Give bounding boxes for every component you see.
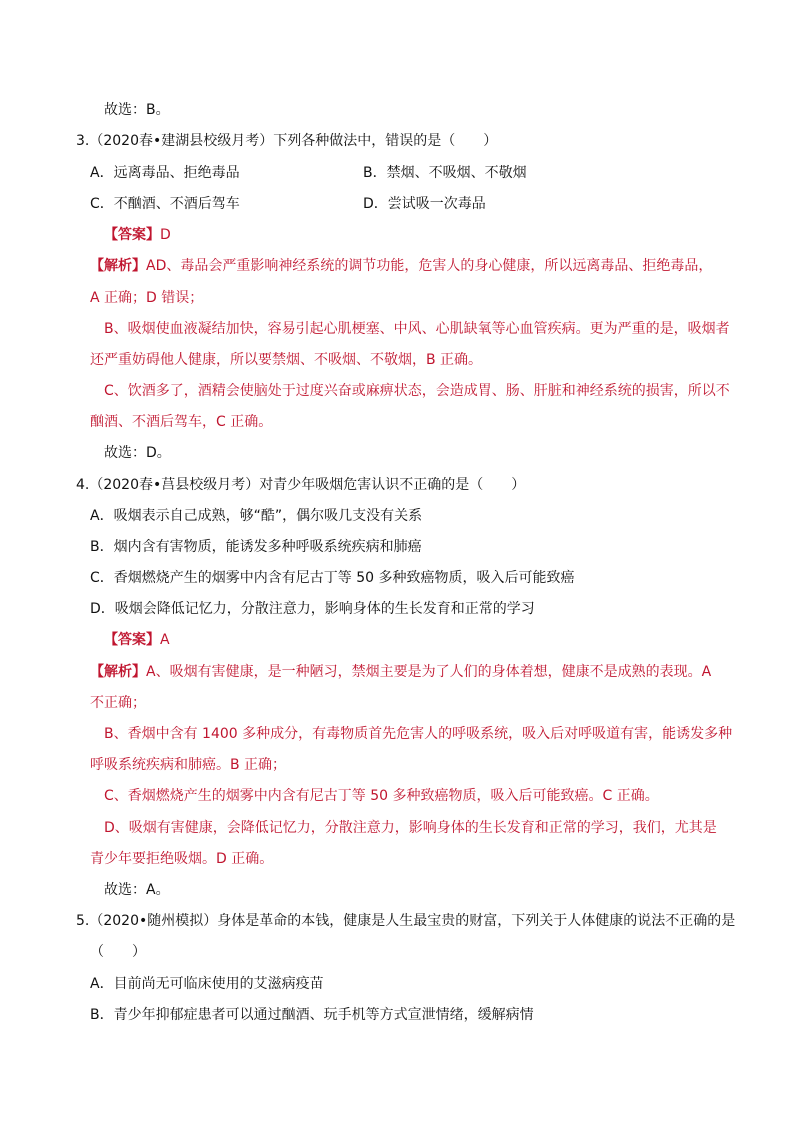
answer-value: A bbox=[160, 632, 170, 648]
question-3-option-d: D．尝试吸一次毒品 bbox=[363, 196, 486, 212]
question-3-option-b: B．禁烟、不吸烟、不敬烟 bbox=[363, 165, 527, 181]
analysis-label: 【解析】 bbox=[90, 664, 146, 680]
question-4-answer bbox=[104, 630, 170, 650]
answer-label: 【答案】 bbox=[104, 227, 160, 243]
question-3-analysis-line: A 正确；D 错误； bbox=[90, 290, 204, 306]
question-3-option-a: A．远离毒品、拒绝毒品 bbox=[90, 165, 240, 181]
question-3-analysis-line: 酗酒、不酒后驾车，C 正确。 bbox=[90, 414, 273, 430]
question-3-stem: 3.（2020春•建湖县校级月考）下列各种做法中，错误的是（ ） bbox=[76, 133, 498, 149]
question-3-analysis-line: 还严重妨碍他人健康，所以要禁烟、不吸烟、不敬烟，B 正确。 bbox=[90, 352, 483, 368]
question-4-analysis-line: 青少年要拒绝吸烟。D 正确。 bbox=[90, 851, 274, 867]
conclusion-q2: 故选：B。 bbox=[104, 102, 170, 118]
question-4-analysis bbox=[90, 662, 711, 682]
analysis-label: 【解析】 bbox=[90, 258, 146, 274]
question-5-stem: 5.（2020•随州模拟）身体是革命的本钱，健康是人生最宝贵的财富，下列关于人体健康的说法不正确的是 bbox=[76, 913, 736, 929]
question-4-analysis-line: 不正确； bbox=[90, 695, 146, 711]
analysis-text: A、吸烟有害健康，是一种陋习，禁烟主要是为了人们的身体着想，健康不是成熟的表现。A bbox=[146, 664, 712, 680]
question-4-option-c: C．香烟燃烧产生的烟雾中内含有尼古丁等 50 多种致癌物质，吸入后可能致癌 bbox=[90, 570, 575, 586]
question-3-option-c: C．不酗酒、不酒后驾车 bbox=[90, 196, 240, 212]
question-4-option-a: A．吸烟表示自己成熟，够“酷”，偶尔吸几支没有关系 bbox=[90, 508, 423, 524]
question-3-analysis-line: C、饮酒多了，酒精会使脑处于过度兴奋或麻痹状态，会造成胃、肠、肝脏和神经系统的损害，所以不 bbox=[104, 383, 730, 399]
question-5-option-b: B．青少年抑郁症患者可以通过酗酒、玩手机等方式宣泄情绪，缓解病情 bbox=[90, 1007, 534, 1023]
question-3-answer bbox=[104, 225, 171, 245]
question-5-option-a: A．目前尚无可临床使用的艾滋病疫苗 bbox=[90, 976, 324, 992]
question-3-analysis-line: B、吸烟使血液凝结加快，容易引起心肌梗塞、中风、心肌缺氧等心血管疾病。更为严重的是，吸烟者 bbox=[104, 321, 730, 337]
conclusion-q3: 故选：D。 bbox=[104, 445, 171, 461]
question-5-stem-cont: （ ） bbox=[90, 944, 146, 960]
question-4-stem: 4.（2020春•莒县校级月考）对青少年吸烟危害认识不正确的是（ ） bbox=[76, 477, 526, 493]
answer-label: 【答案】 bbox=[104, 632, 160, 648]
analysis-text: AD、毒品会严重影响神经系统的调节功能，危害人的身心健康，所以远离毒品、拒绝毒品， bbox=[146, 258, 713, 274]
question-4-analysis-line: C、香烟燃烧产生的烟雾中内含有尼古丁等 50 多种致癌物质，吸入后可能致癌。C 正确。 bbox=[104, 788, 659, 804]
question-4-analysis-line: B、香烟中含有 1400 多种成分，有毒物质首先危害人的呼吸系统，吸入后对呼吸道有害，能诱发多种 bbox=[104, 726, 733, 742]
question-4-option-b: B．烟内含有害物质，能诱发多种呼吸系统疾病和肺癌 bbox=[90, 539, 422, 555]
answer-value: D bbox=[160, 227, 171, 243]
question-4-option-d: D．吸烟会降低记忆力，分散注意力，影响身体的生长发育和正常的学习 bbox=[90, 601, 535, 617]
conclusion-q4: 故选：A。 bbox=[104, 882, 170, 898]
question-3-analysis bbox=[90, 256, 712, 276]
question-4-analysis-line: D、吸烟有害健康，会降低记忆力，分散注意力，影响身体的生长发育和正常的学习，我们，尤其是 bbox=[104, 820, 717, 836]
question-4-analysis-line: 呼吸系统疾病和肺癌。B 正确； bbox=[90, 757, 287, 773]
